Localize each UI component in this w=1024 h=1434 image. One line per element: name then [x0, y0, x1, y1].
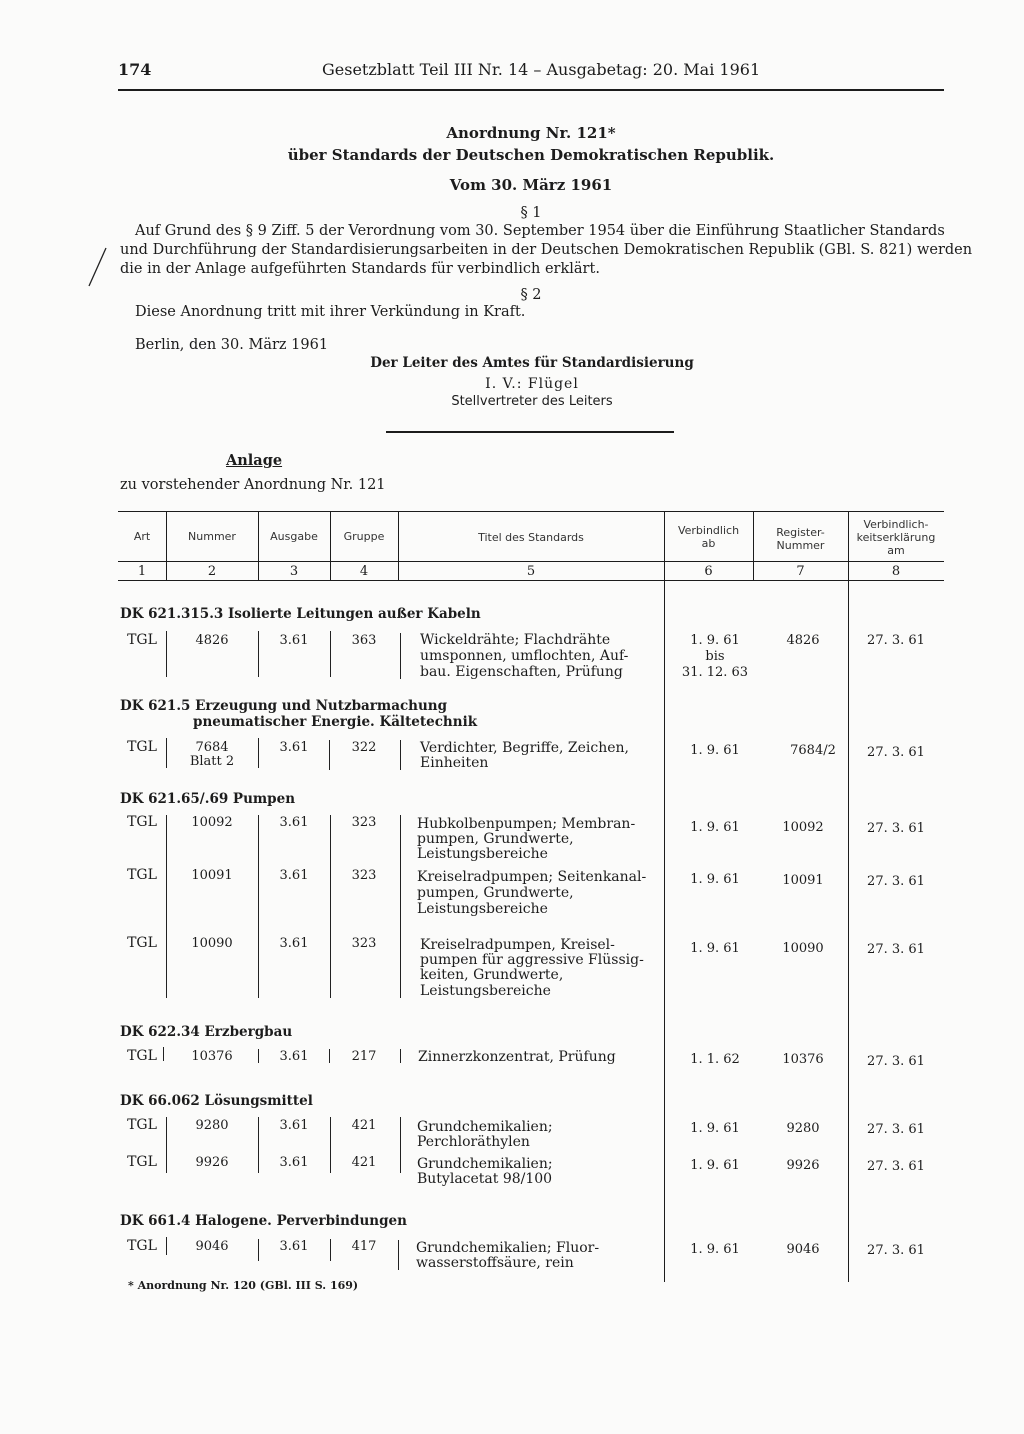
cell-ausgabe: 3.61	[279, 815, 309, 830]
page-number: 174	[118, 60, 152, 79]
cell-erklaerung: 27. 3. 61	[867, 942, 925, 957]
paragraph-2-sign: § 2	[520, 287, 542, 303]
cell-gruppe: 421	[351, 1118, 377, 1133]
header-titel: Titel des Standards	[478, 531, 584, 544]
cell-titel: Zinnerzkonzentrat, Prüfung	[418, 1049, 616, 1065]
cell-nummer-sheet: Blatt 2	[189, 754, 235, 769]
margin-pen-mark	[86, 246, 110, 290]
cell-titel: pumpen, Grundwerte,	[417, 831, 574, 847]
cell-titel: pumpen, Grundwerte,	[417, 885, 574, 901]
cell-titel: Wickeldrähte; Flachdrähte	[420, 632, 611, 648]
cell-art: TGL	[127, 632, 157, 648]
cell-ausgabe: 3.61	[279, 868, 309, 883]
running-title: Gesetzblatt Teil III Nr. 14 – Ausgabetag: 20. Mai 1961	[322, 60, 761, 79]
annex-subheading: zu vorstehender Anordnung Nr. 121	[120, 477, 386, 493]
cell-ausgabe: 3.61	[279, 1239, 309, 1254]
cell-erklaerung: 27. 3. 61	[867, 745, 925, 760]
header-verbindlich-1: Verbindlich	[677, 524, 740, 537]
cell-titel: Perchloräthylen	[417, 1134, 530, 1150]
cell-verbindlich-ab: 1. 9. 61	[690, 633, 740, 648]
cell-nummer: 9280	[195, 1118, 229, 1133]
row-tick	[398, 1240, 399, 1270]
cell-nummer: 7684	[195, 740, 229, 755]
column-number: 5	[526, 564, 536, 579]
cell-nummer: 10091	[191, 868, 233, 883]
header-ausgabe: Ausgabe	[270, 530, 318, 543]
cell-titel: Verdichter, Begriffe, Zeichen,	[420, 740, 630, 756]
cell-art: TGL	[127, 1048, 157, 1064]
header-register-2: Nummer	[776, 539, 825, 552]
place-and-date: Berlin, den 30. März 1961	[135, 337, 329, 353]
row-tick	[400, 815, 401, 998]
cell-titel: Einheiten	[420, 755, 489, 771]
cell-verbindlich-ab: 1. 1. 62	[690, 1052, 740, 1067]
header-erklaerung-1: Verbindlich-	[863, 518, 929, 531]
column-number: 8	[891, 564, 901, 579]
cell-art: TGL	[127, 1117, 157, 1133]
column-number: 4	[359, 564, 369, 579]
cell-titel: Leistungsbereiche	[417, 901, 548, 917]
row-tick	[400, 1049, 401, 1063]
column-number: 1	[137, 564, 147, 579]
cell-gruppe: 323	[351, 815, 377, 830]
section-heading: DK 621.315.3 Isolierte Leitungen außer Kabeln	[120, 606, 481, 622]
cell-register: 9046	[786, 1242, 820, 1257]
cell-verbindlich-ab: 31. 12. 63	[681, 665, 749, 680]
cell-gruppe: 322	[351, 740, 377, 755]
cell-ausgabe: 3.61	[279, 740, 309, 755]
cell-register: 4826	[786, 633, 820, 648]
cell-verbindlich-ab: 1. 9. 61	[690, 872, 740, 887]
cell-titel: Kreiselradpumpen, Kreisel-	[420, 937, 615, 953]
footnote: * Anordnung Nr. 120 (GBl. III S. 169)	[128, 1279, 359, 1292]
row-tick	[163, 1047, 164, 1061]
header-rule	[118, 89, 944, 91]
cell-erklaerung: 27. 3. 61	[867, 874, 925, 889]
paragraph-1-line-2: und Durchführung der Standardisierungsarbeiten in der Deutschen Demokratischen Republik (GBl. S. 821) werden	[120, 242, 973, 258]
cell-nummer: 4826	[195, 633, 229, 648]
cell-register: 10090	[782, 941, 824, 956]
cell-titel: pumpen für aggressive Flüssig-	[420, 952, 644, 968]
cell-register: 10092	[782, 820, 824, 835]
paragraph-1-line-3: die in der Anlage aufgeführten Standards für verbindlich erklärt.	[120, 261, 600, 277]
cell-register: 10091	[782, 873, 824, 888]
section-divider	[386, 431, 674, 433]
cell-ausgabe: 3.61	[279, 633, 309, 648]
table-header-rule	[118, 561, 944, 562]
signer-office: Der Leiter des Amtes für Standardisierung	[370, 355, 694, 371]
header-art: Art	[133, 530, 151, 543]
paragraph-2-text: Diese Anordnung tritt mit ihrer Verkündung in Kraft.	[135, 304, 526, 320]
cell-nummer: 9926	[195, 1155, 229, 1170]
section-heading: DK 66.062 Lösungsmittel	[120, 1093, 313, 1109]
section-heading: DK 622.34 Erzbergbau	[120, 1024, 293, 1040]
cell-art: TGL	[127, 1238, 157, 1254]
cell-art: TGL	[127, 814, 157, 830]
cell-titel: bau. Eigenschaften, Prüfung	[420, 664, 623, 680]
header-gruppe: Gruppe	[343, 530, 385, 543]
cell-verbindlich-ab: 1. 9. 61	[690, 1242, 740, 1257]
section-heading: DK 661.4 Halogene. Perverbindungen	[120, 1213, 407, 1229]
cell-erklaerung: 27. 3. 61	[867, 1054, 925, 1069]
cell-erklaerung: 27. 3. 61	[867, 1159, 925, 1174]
cell-art: TGL	[127, 739, 157, 755]
column-number: 2	[207, 564, 217, 579]
cell-nummer: 10090	[191, 936, 233, 951]
section-heading: DK 621.65/.69 Pumpen	[120, 791, 296, 807]
ordinance-title-line-1: Anordnung Nr. 121*	[446, 124, 616, 142]
cell-verbindlich-ab: 1. 9. 61	[690, 743, 740, 758]
cell-register: 7684/2	[790, 743, 836, 758]
cell-titel: Grundchemikalien; Fluor-	[416, 1240, 600, 1256]
cell-register: 10376	[782, 1052, 824, 1067]
cell-verbindlich-ab: 1. 9. 61	[690, 941, 740, 956]
cell-art: TGL	[127, 867, 157, 883]
cell-ausgabe: 3.61	[279, 1118, 309, 1133]
cell-titel: Leistungsbereiche	[417, 846, 548, 862]
ordinance-date: Vom 30. März 1961	[449, 176, 613, 194]
table-number-rule	[118, 580, 944, 581]
cell-erklaerung: 27. 3. 61	[867, 821, 925, 836]
paragraph-1-sign: § 1	[520, 205, 542, 221]
cell-art: TGL	[127, 1154, 157, 1170]
row-tick	[258, 815, 259, 998]
header-nummer: Nummer	[188, 530, 236, 543]
cell-titel: keiten, Grundwerte,	[420, 967, 564, 983]
cell-gruppe: 417	[351, 1239, 377, 1254]
header-erklaerung-3: am	[887, 544, 905, 557]
row-tick	[400, 740, 401, 770]
cell-erklaerung: 27. 3. 61	[867, 633, 925, 648]
signer-role: Stellvertreter des Leiters	[451, 394, 613, 409]
cell-nummer: 10092	[191, 815, 233, 830]
table-top-rule	[118, 511, 944, 512]
cell-titel: wasserstoffsäure, rein	[416, 1255, 574, 1271]
cell-erklaerung: 27. 3. 61	[867, 1243, 925, 1258]
cell-titel: umsponnen, umflochten, Auf-	[420, 648, 629, 664]
annex-heading: Anlage	[226, 452, 283, 469]
cell-register: 9280	[786, 1121, 820, 1136]
section-heading: DK 621.5 Erzeugung und Nutzbarmachung	[120, 698, 448, 714]
column-number: 6	[704, 564, 713, 579]
cell-verbindlich-ab: bis	[705, 649, 725, 664]
column-number: 7	[796, 564, 805, 579]
cell-nummer: 10376	[191, 1049, 233, 1064]
cell-gruppe: 421	[351, 1155, 377, 1170]
header-verbindlich-2: ab	[701, 537, 716, 550]
column-number: 3	[289, 564, 299, 579]
cell-register: 9926	[786, 1158, 820, 1173]
section-heading: pneumatischer Energie. Kältetechnik	[193, 714, 478, 730]
cell-titel: Grundchemikalien;	[417, 1156, 553, 1172]
cell-erklaerung: 27. 3. 61	[867, 1122, 925, 1137]
cell-verbindlich-ab: 1. 9. 61	[690, 820, 740, 835]
cell-nummer: 9046	[195, 1239, 229, 1254]
paragraph-1-line-1: Auf Grund des § 9 Ziff. 5 der Verordnung vom 30. September 1954 über die Einführung Staatlicher Standards	[135, 223, 945, 239]
header-register-1: Register-	[776, 526, 825, 539]
row-tick	[400, 633, 401, 679]
cell-titel: Butylacetat 98/100	[417, 1171, 553, 1187]
row-tick	[330, 815, 331, 998]
ordinance-title-line-2: über Standards der Deutschen Demokratischen Republik.	[287, 146, 775, 164]
cell-ausgabe: 3.61	[279, 1155, 309, 1170]
cell-ausgabe: 3.61	[279, 1049, 309, 1064]
cell-gruppe: 217	[351, 1049, 377, 1064]
cell-verbindlich-ab: 1. 9. 61	[690, 1121, 740, 1136]
cell-art: TGL	[127, 935, 157, 951]
row-tick	[166, 815, 167, 998]
header-erklaerung-2: keitserklärung	[856, 531, 936, 544]
cell-gruppe: 363	[351, 633, 377, 648]
row-tick	[400, 1117, 401, 1173]
cell-ausgabe: 3.61	[279, 936, 309, 951]
cell-gruppe: 323	[351, 868, 377, 883]
cell-gruppe: 323	[351, 936, 377, 951]
cell-titel: Hubkolbenpumpen; Membran-	[417, 816, 636, 832]
cell-titel: Leistungsbereiche	[420, 983, 551, 999]
cell-verbindlich-ab: 1. 9. 61	[690, 1158, 740, 1173]
cell-titel: Kreiselradpumpen; Seitenkanal-	[417, 869, 647, 885]
signer-name: I. V.: Flügel	[485, 376, 579, 392]
cell-titel: Grundchemikalien;	[417, 1119, 553, 1135]
